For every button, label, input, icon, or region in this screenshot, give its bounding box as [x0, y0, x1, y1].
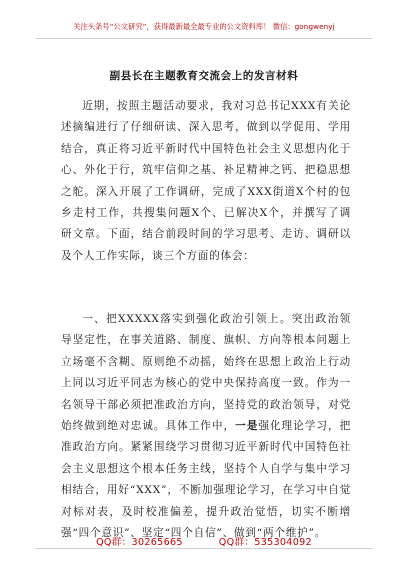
paragraph-section-one-part-a: 一、把XXXXX落实到强化政治引领上。突出政治领导坚定性，在事关道路、制度、旗帜、方向等根本问题上立场毫不含糊、原则绝不动摇，始终在思想上政治上行动上同以习近平同志为核心的党中央保持高度一致。作为一名领导干部必须把准政治方向，坚持党的政治领导，对党始终做到绝对忠诚。具体工作中，	[61, 313, 351, 433]
document-title: 副县长在主题教育交流会上的发言材料	[109, 70, 299, 82]
paragraph-intro	[61, 96, 351, 267]
footer-contacts	[0, 534, 408, 548]
footer-qq-group-2: QQ群：535304092	[218, 537, 312, 548]
paragraph-section-one-part-b: 强化理论学习，把准政治方向。紧紧围绕学习贯彻习近平新时代中国特色社会主义思想这个根本任务主线，坚持个人自学与集中学习相结合，用好“XXX”，不断加强理论学习，在学习中自觉对标对表，及时校准偏差，提升政治觉悟，切实不断增强“四个意识”、坚定“四个自信”、做到“两个维护”。	[61, 420, 351, 540]
paragraph-section-one-bold: 一是	[235, 420, 259, 433]
header-banner: 关注头条号“公文研究”，获得最新最全最专业的公文资料库！ 微信：gongwenyj	[73, 22, 335, 31]
footer-divider	[36, 548, 372, 549]
paragraph-intro-text: 近期，按照主题活动要求，我对习总书记XXX有关论述摘编进行了仔细研读、深入思考，做到以学促用、学用结合，真正将习近平新时代中国特色社会主义思想内化于心、外化于行，筑牢信仰之基、补足精神之钙、把稳思想之舵。深入开展了工作调研，完成了XXX街道X个村的包乡走村工作，共搜集问题X个、已解决X个，并撰写了调研文章。下面，结合前段时间的学习思考、走访、调研以及个人工作实际，谈三个方面的体会：	[61, 100, 351, 262]
header-divider	[36, 38, 372, 39]
paragraph-section-one	[61, 309, 351, 544]
footer-qq-group-1: QQ群：30265665	[96, 537, 183, 548]
paragraph-section-one-text	[61, 309, 351, 544]
